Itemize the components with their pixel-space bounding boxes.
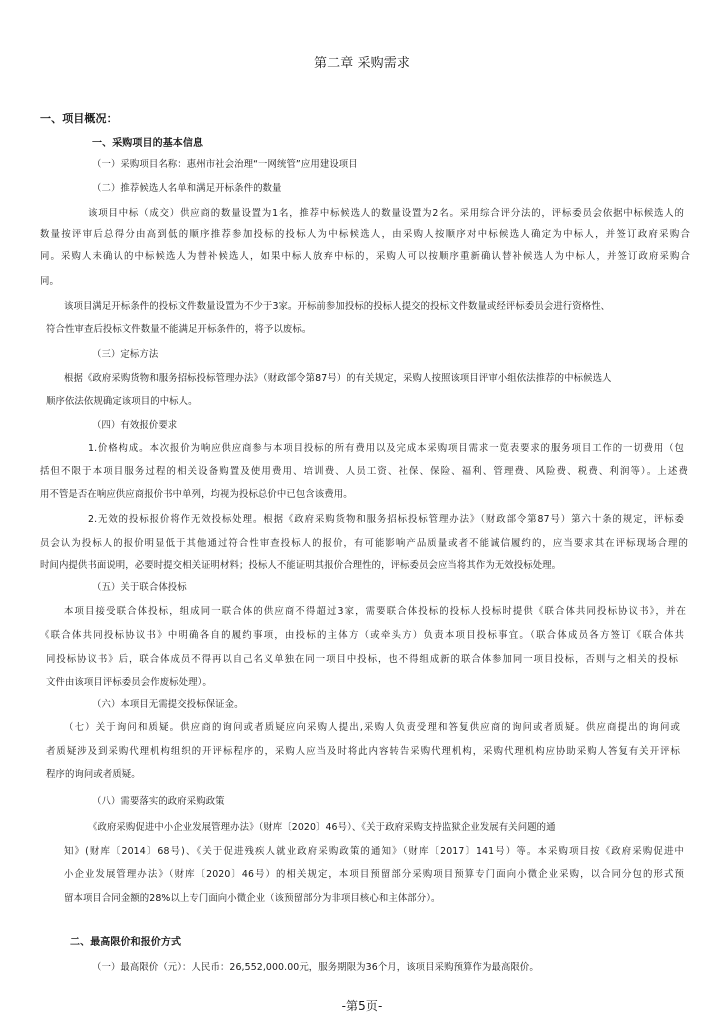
- paragraph-line: 1.价格构成。本次报价为响应供应商参与本项目投标的所有费用以及完成本采购项目需求一览表要求的服务项目工作的一切费用（包: [88, 443, 684, 454]
- paragraph-line: 者质疑涉及到采购代理机构组织的开评标程序的，采购人应当及时将此内容转告采购代理机构，采购代理机构应协助采购人答复有关开评标: [46, 746, 680, 757]
- paragraph-line: （三）定标方法: [92, 349, 159, 360]
- paragraph-line: 同。: [40, 276, 59, 287]
- paragraph-line: 本项目接受联合体投标，组成同一联合体的供应商不得超过3家，需要联合体投标的投标人投标时提供《联合体共同投标协议书》，并在: [64, 606, 686, 617]
- paragraph-line: 数量按评审后总得分由高到低的顺序推荐参加投标的投标人为中标候选人，由采购人按顺序对中标候选人确定为中标人，并签订政府采购合: [40, 229, 690, 240]
- paragraph-line: 符合性审查后投标文件数量不能满足开标条件的，将予以废标。: [46, 324, 312, 335]
- paragraph-line: 用不管是否在响应供应商报价书中单列，均视为投标总价中已包含该费用。: [40, 489, 353, 500]
- page-number-footer: -第5页-: [341, 999, 383, 1013]
- paragraph-line: 《联合体共同投标协议书》中明确各自的履约事项，由投标的主体方（或牵头方）负责本项目投标事宜。（联合体成员各方签订《联合体共: [40, 630, 684, 641]
- paragraph-line: 同。采购人未确认的中标候选人为替补候选人，如果中标人放弃中标的，采购人可以按顺序重新确认替补候选人为中标人，并签订政府采购合: [40, 251, 690, 262]
- paragraph-line: 小企业发展管理办法》（财库〔2020〕46号）的相关规定，本项目预留部分采购项目预算专门面向小微企业采购，以合同分包的形式预: [64, 869, 684, 880]
- paragraph-line: 同投标协议书》后，联合体成员不得再以自己名义单独在同一项目中投标，也不得组成新的联合体参加同一项目投标，否则与之相关的投标: [46, 654, 678, 665]
- paragraph-line: （二）推荐候选人名单和满足开标条件的数量: [92, 183, 282, 194]
- paragraph-line: 知》(财库〔2014〕68号)、《关于促进残疾人就业政府采购政策的通知》（财库〔2017〕141号）等。本采购项目按《政府采购促进中: [64, 846, 684, 857]
- paragraph-line: （六）本项目无需提交投标保证金。: [92, 699, 244, 710]
- paragraph-line: 留本项目合同金额的28%以上专门面向小微企业（该预留部分为非项目核心和主体部分）。: [64, 893, 441, 904]
- paragraph-line: 时间内提供书面说明，必要时提交相关证明材料；投标人不能证明其报价合理性的，评标委员会应当将其作为无效投标处理。: [40, 560, 562, 571]
- paragraph-line: 程序的询问或者质疑。: [46, 769, 141, 780]
- paragraph-line: （一）最高限价（元）：人民币：26,552,000.00元，服务期限为36个月，该项目采购预算作为最高限价。: [92, 962, 539, 973]
- section-heading-project-overview: 一、项目概况：: [40, 112, 118, 125]
- section-heading-max-price: 二、最高限价和报价方式: [70, 937, 182, 948]
- paragraph-line: 该项目满足开标条件的投标文件数量设置为不少于3家。开标前参加投标的投标人提交的投标文件数量或经评标委员会进行资格性、: [64, 301, 611, 312]
- paragraph-line: 根据《政府采购货物和服务招标投标管理办法》（财政部令第87号）的有关规定，采购人按照该项目评审小组依法推荐的中标候选人: [64, 373, 612, 384]
- paragraph-line: （四）有效报价要求: [92, 420, 178, 431]
- paragraph-line: 该项目中标（成交）供应商的数量设置为1名，推荐中标候选人的数量设置为2名。采用综合评分法的，评标委员会依据中标候选人的: [88, 208, 684, 219]
- paragraph-line: 2.无效的投标报价将作无效投标处理。根据《政府采购货物和服务招标投标管理办法》（财政部令第87号）第六十条的规定，评标委: [88, 514, 684, 525]
- paragraph-line: 《政府采购促进中小企业发展管理办法》（财库〔2020〕46号）、《关于政府采购支持监狱企业发展有关问题的通: [88, 822, 556, 833]
- page-title: 第二章 采购需求: [314, 56, 410, 71]
- subsection-heading-basic-info: 一、采购项目的基本信息: [92, 138, 204, 149]
- paragraph-line: 员会认为投标人的报价明显低于其他通过符合性审查投标人的报价，有可能影响产品质量或者不能诚信履约的，应当要求其在评标现场合理的: [40, 538, 688, 549]
- paragraph-line: 顺序依法依规确定该项目的中标人。: [46, 396, 198, 407]
- paragraph-line: （七）关于询问和质疑。供应商的询问或者质疑应向采购人提出,采购人负责受理和答复供应商的询问或者质疑。供应商提出的询问或: [64, 722, 680, 733]
- paragraph-line: （五）关于联合体投标: [92, 582, 187, 593]
- paragraph-line: （一）采购项目名称：惠州市社会治理“一网统管”应用建设项目: [92, 159, 358, 170]
- paragraph-line: （八）需要落实的政府采购政策: [92, 796, 225, 807]
- paragraph-line: 括但不限于本项目服务过程的相关设备购置及使用费用、培训费、人员工资、社保、保险、福利、管理费、风险费、税费、利润等）。上述费: [40, 466, 688, 477]
- paragraph-line: 文件由该项目评标委员会作废标处理）。: [46, 677, 212, 688]
